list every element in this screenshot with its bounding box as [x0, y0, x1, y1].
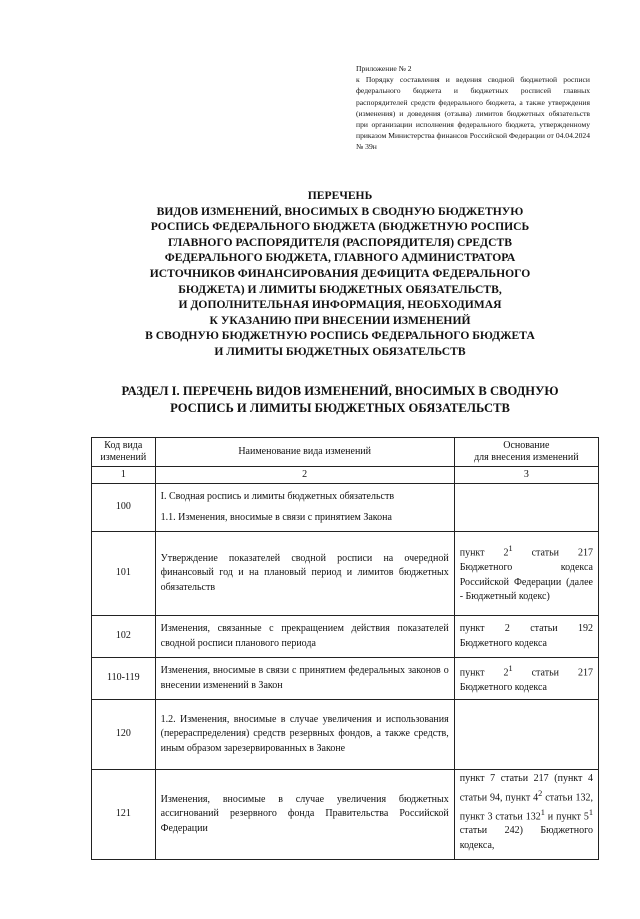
table-row [92, 770, 599, 860]
row-name: Изменения, связанные с прекращением действия показателей сводной росписи планового периода [155, 616, 454, 658]
basis-superscript: 1 [508, 663, 513, 673]
title-line: ГЛАВНОГО РАСПОРЯДИТЕЛЯ (РАСПОРЯДИТЕЛЯ) СРЕДСТВ [168, 235, 512, 249]
basis-superscript: 1 [508, 544, 513, 554]
table-row [92, 700, 599, 770]
basis-text: статьи 217 Бюджетного кодекса [459, 667, 593, 693]
row-name: Утверждение показателей сводной росписи на очередной финансовый год и на плановый период и лимитов бюджетных обязательств [155, 532, 454, 616]
appendix-text: к Порядку составления и ведения сводной бюджетной росписи федерального бюджета и бюджетных росписей главных распорядителей средств федерального бюджета, а также утверждения (изменения) и доведения (отзыва) лимитов бюджетных обязательств при организации исполнения федерального бюджета, утвержденному приказом Министерства финансов Российской Федерации от 04.04.2024 № 39н [356, 75, 590, 152]
basis-text: статьи 217 Бюджетного кодекса Российской Федерации (далее - Бюджетный кодекс) [459, 547, 593, 603]
row-basis [454, 532, 598, 616]
title-line: БЮДЖЕТА) И ЛИМИТЫ БЮДЖЕТНЫХ ОБЯЗАТЕЛЬСТВ, [178, 282, 502, 296]
section-title [100, 383, 580, 416]
header-name: Наименование вида изменений [155, 438, 454, 467]
title-line: ВИДОВ ИЗМЕНЕНИЙ, ВНОСИМЫХ В СВОДНУЮ БЮДЖЕТНУЮ [156, 204, 524, 218]
title-line: И ЛИМИТЫ БЮДЖЕТНЫХ ОБЯЗАТЕЛЬСТВ [214, 344, 466, 358]
row-code: 120 [92, 700, 156, 770]
basis-text: пункт 2 [459, 667, 509, 679]
basis-superscript: 1 [588, 807, 593, 817]
row-basis [454, 700, 598, 770]
title-line: ИСТОЧНИКОВ ФИНАНСИРОВАНИЯ ДЕФИЦИТА ФЕДЕРАЛЬНОГО [149, 266, 531, 280]
row-name-line: 1.1. Изменения, вносимые в связи с принятием Закона [160, 511, 392, 523]
index-cell: 2 [155, 467, 454, 484]
title-line: ФЕДЕРАЛЬНОГО БЮДЖЕТА, ГЛАВНОГО АДМИНИСТРАТОРА [164, 251, 516, 265]
title-line: РОСПИСЬ ФЕДЕРАЛЬНОГО БЮДЖЕТА (БЮДЖЕТНУЮ РОСПИСЬ [150, 220, 530, 234]
basis-text: пункт 2 [459, 547, 509, 559]
basis-text: статьи 242) Бюджетного кодекса, [459, 825, 593, 852]
title-line: К УКАЗАНИЮ ПРИ ВНЕСЕНИИ ИЗМЕНЕНИЙ [209, 313, 471, 327]
table-header-row [92, 438, 599, 467]
document-title [90, 188, 590, 360]
basis-text: и пункт 5 [544, 810, 589, 822]
appendix-title: Приложение № 2 [356, 64, 412, 73]
header-basis-line: Основание [503, 440, 550, 451]
table-row [92, 658, 599, 700]
changes-table [91, 437, 599, 860]
row-basis [454, 770, 598, 860]
header-basis [454, 438, 598, 467]
row-basis: пункт 2 статьи 192 Бюджетного кодекса [454, 616, 598, 658]
header-code [92, 438, 156, 467]
basis-superscript: 1 [540, 807, 545, 817]
row-code: 121 [92, 770, 156, 860]
row-code: 102 [92, 616, 156, 658]
row-basis [454, 658, 598, 700]
table-row [92, 484, 599, 532]
row-code: 101 [92, 532, 156, 616]
index-cell: 3 [454, 467, 598, 484]
table-row [92, 532, 599, 616]
section-title-line: РАЗДЕЛ I. ПЕРЕЧЕНЬ ВИДОВ ИЗМЕНЕНИЙ, ВНОСИМЫХ В СВОДНУЮ [121, 384, 559, 398]
header-code-line: Код вида [104, 440, 143, 451]
row-name [155, 484, 454, 532]
title-line: В СВОДНУЮ БЮДЖЕТНУЮ РОСПИСЬ ФЕДЕРАЛЬНОГО БЮДЖЕТА [145, 329, 535, 343]
appendix-note [356, 63, 590, 153]
title-line: ПЕРЕЧЕНЬ [307, 189, 373, 202]
header-basis-line: для внесения изменений [474, 452, 579, 463]
title-line: И ДОПОЛНИТЕЛЬНАЯ ИНФОРМАЦИЯ, НЕОБХОДИМАЯ [178, 298, 502, 312]
row-basis [454, 484, 598, 532]
basis-superscript: 2 [538, 788, 543, 798]
row-name: Изменения, вносимые в связи с принятием федеральных законов о внесении изменений в Закон [155, 658, 454, 700]
header-code-line: изменений [100, 452, 147, 463]
basis-text: пункт 7 статьи 217 (пункт 4 статьи 94, пункт 4 [459, 773, 593, 803]
row-code: 110-119 [92, 658, 156, 700]
table-index-row [92, 467, 599, 484]
row-name: Изменения, вносимые в случае увеличения бюджетных ассигнований резервного фонда Правительства Российской Федерации [155, 770, 454, 860]
index-cell: 1 [92, 467, 156, 484]
row-name-line: I. Сводная роспись и лимиты бюджетных обязательств [160, 490, 395, 502]
row-code: 100 [92, 484, 156, 532]
row-name: 1.2. Изменения, вносимые в случае увеличения и использования (перераспределения) средств резервных фондов, а также средств, иным образом зарезервированных в Законе [155, 700, 454, 770]
basis-text: статьи 132, пункт 3 статьи 132 [459, 791, 593, 822]
table-row [92, 616, 599, 658]
section-title-line: РОСПИСЬ И ЛИМИТЫ БЮДЖЕТНЫХ ОБЯЗАТЕЛЬСТВ [170, 400, 510, 415]
